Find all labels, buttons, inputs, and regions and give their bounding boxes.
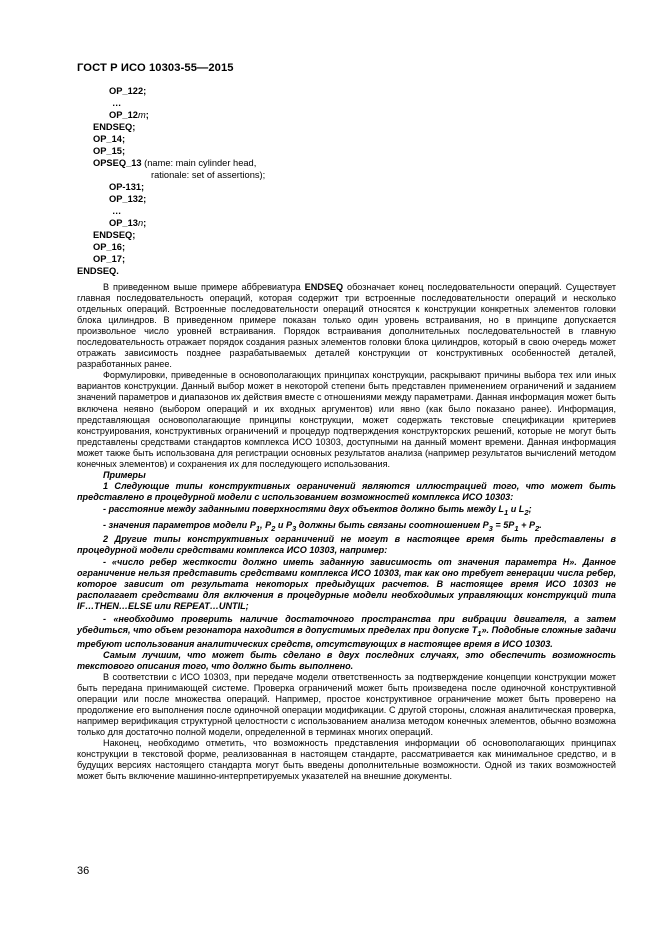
paragraph: Наконец, необходимо отметить, что возможность представления информации об основополагающих принципах конструкции в текстовой форме, реализованная в настоящем стандарте, рассматривается как минимальное средство, и в будущих версиях настоящего стандарта могут быть введены дополнительные возможности. Одной из таких возможностей может быть включение машинно-интерпретируемых указателей на внешние документы. (77, 738, 616, 782)
code-line: … (112, 206, 122, 216)
code-line: OP_16; (93, 242, 126, 252)
example-list-item: - «число ребер жесткости должно иметь заданную зависимость от значения параметра H». Данное ограничение нельзя представить средствами комплекса ИСО 10303, так как оно требует генерации числа ребер, которое зависит от результата некоторых предыдущих расчетов. В настоящее время ИСО 10303 не располагает средствами для включения в процедурные модели необходимых управляющих конструкций типа IF…THEN…ELSE или REPEAT…UNTIL; (77, 557, 616, 612)
code-line: ENDSEQ; (93, 230, 136, 240)
example-paragraph: 1 Следующие типы конструктивных ограничений являются иллюстрацией того, что может быть представлено в процедурной модели с использованием возможностей комплекса ИСО 10303: (77, 480, 616, 502)
document-header: ГОСТ Р ИСО 10303-55—2015 (77, 62, 234, 74)
document-body (77, 282, 616, 783)
paragraph: В приведенном выше примере аббревиатура ENDSEQ обозначает конец последовательности операций. Существует главная последовательность операций, которая содержит три встроенные последовательности операций и несколько отдельных операций. Встроенные последовательности операций относятся к конструкции конкретных элементов головки блока цилиндров. В приведенном примере показан только один уровень встраивания, но в принципе допускается произвольное число уровней встраивания. Порядок встраивания дополнительных последовательностей в главную последовательность отражает порядок создания разных элементов головки блока цилиндров, который в свою очередь может отражать зависимость позднее разрабатываемых деталей конструкции от конструктивных особенностей деталей, разработанных ранее. (77, 282, 616, 370)
example-list-item: - «необходимо проверить наличие достаточного пространства при вибрации двигателя, а затем убедиться, что объем резонатора находится в допустимых пределах при допуске $T_1$». Подобные сложные задачи требуют использования аналитических средств, отсутствующих в настоящее время в ИСО 10303. (77, 613, 617, 649)
examples-heading: Примеры (103, 469, 146, 480)
code-line: OP_122; (109, 86, 147, 96)
code-line: ENDSEQ; (93, 122, 136, 132)
example-paragraph: Самым лучшим, что может быть сделано в двух последних случаях, это обеспечить возможность текстового описания того, что должно быть выполнено. (77, 649, 616, 671)
paragraph: Формулировки, приведенные в основополагающих принципах конструкции, раскрывают причины выбора тех или иных вариантов конструкции. Данный выбор может в некоторой степени быть представлен применением ограничений и заданием значений параметров и диапазонов их действия вместе с отношениями между параметрами. Данная информация может быть включена неявно (выбором операций и их входных аргументов) или явно (как было показано ранее). Информация, представляющая основополагающие принципы конструкции, может содержать текстовые спецификации критериев конструирования, конструктивных ограничений и процедур подтверждения конструкторских решений, которые не могут быть представлены средствами стандартов комплекса ИСО 10303, доступными на данный момент времени. Данная информация может также быть использована для регистрации основных результатов анализа (например результатов вычислений методом конечных элементов) и сохранения их для последующего использования. (77, 370, 616, 469)
code-line: OP_132; (109, 194, 147, 204)
code-line: ENDSEQ. (77, 266, 119, 276)
code-line: OP_12m; (109, 110, 149, 120)
example-list-item: - значения параметров модели $P_1$, $P_2$ и $P_3$ должны быть связаны соотношением $P_3 = 5P_1 + P_2$. (103, 519, 542, 533)
code-line: OP_13n; (109, 218, 147, 228)
code-line: … (112, 98, 122, 108)
code-line: rationale: set of assertions); (151, 170, 266, 180)
example-paragraph: 2 Другие типы конструктивных ограничений не могут в настоящее время быть представлены в процедурной модели средствами комплекса ИСО 10303, например: (77, 533, 616, 555)
code-line: OPSEQ_13 (name: main cylinder head, (93, 158, 257, 168)
code-line: OP_15; (93, 146, 126, 156)
code-line: OP_14; (93, 134, 126, 144)
paragraph: В соответствии с ИСО 10303, при передаче модели ответственность за подтверждение концепции конструкции может быть передана принимающей системе. Проверка ограничений может быть произведена после одиночной конструктивной операции или после множества операций. Например, простое конструктивное ограничение может быть проверено на продолжение его выполнения после одиночной операции модификации. С другой стороны, сложная аналитическая проверка, например верификация структурной целостности с использованием анализа методом конечных элементов, обычно возможна только для достаточно полной модели, определенной в терминах многих операций. (77, 672, 616, 738)
code-line: OP_17; (93, 254, 126, 264)
code-line: OP-131; (109, 182, 145, 192)
page-number: 36 (77, 865, 90, 877)
example-list-item: - расстояние между заданными поверхностями двух объектов должно быть между $L_1$ и $L_2$; (103, 504, 532, 518)
